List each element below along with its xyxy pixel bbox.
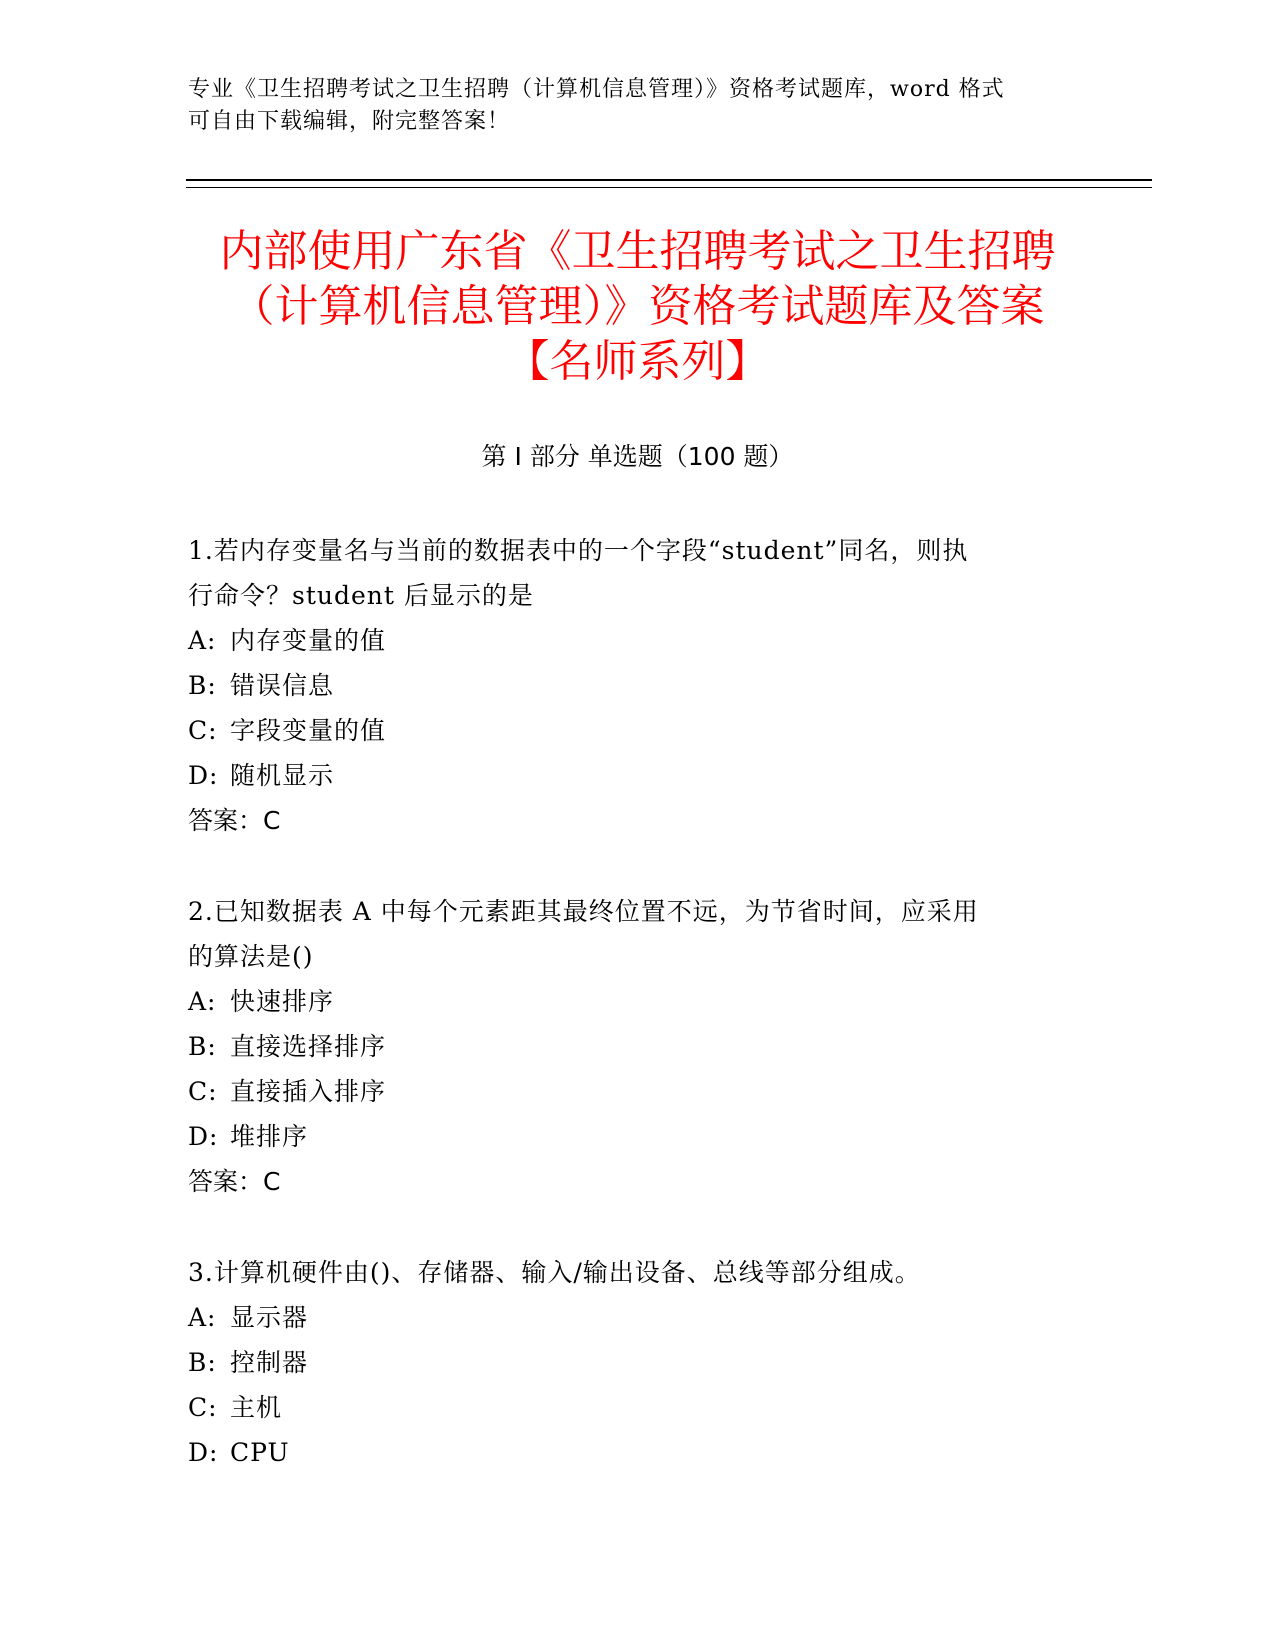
document-intro bbox=[188, 74, 1068, 138]
answer-text: 答案：C bbox=[188, 1167, 281, 1196]
option-key: B: bbox=[188, 1348, 217, 1377]
option-text: 显示器 bbox=[230, 1303, 309, 1332]
option-text: 主机 bbox=[230, 1393, 283, 1422]
question-3 bbox=[188, 1250, 1088, 1475]
option-key: A: bbox=[188, 626, 217, 655]
header-rule-thick bbox=[186, 179, 1152, 181]
title-line-1: 内部使用广东省《卫生招聘考试之卫生招聘 bbox=[219, 226, 1056, 277]
option-key: C: bbox=[188, 1077, 218, 1106]
option-key: C: bbox=[188, 1393, 218, 1422]
option-d bbox=[188, 753, 1088, 798]
option-b bbox=[188, 1340, 1088, 1385]
option-text: 快速排序 bbox=[230, 987, 335, 1016]
option-key: A: bbox=[188, 1303, 217, 1332]
option-text: 控制器 bbox=[230, 1348, 309, 1377]
question-text-line: 行命令？student 后显示的是 bbox=[188, 581, 534, 610]
title-line-3: 【名师系列】 bbox=[505, 336, 770, 387]
question-text-line: 1.若内存变量名与当前的数据表中的一个字段“student”同名，则执 bbox=[188, 536, 969, 565]
option-text: 堆排序 bbox=[230, 1122, 309, 1151]
option-text: 内存变量的值 bbox=[230, 626, 387, 655]
option-a bbox=[188, 618, 1088, 663]
question-list bbox=[188, 528, 1088, 1521]
option-b bbox=[188, 1024, 1088, 1069]
option-key: D: bbox=[188, 1122, 219, 1151]
option-c bbox=[188, 708, 1088, 753]
answer-text: 答案：C bbox=[188, 806, 281, 835]
option-text: 字段变量的值 bbox=[230, 716, 387, 745]
question-text-line: 3.计算机硬件由()、存储器、输入/输出设备、总线等部分组成。 bbox=[188, 1258, 921, 1287]
option-d bbox=[188, 1430, 1088, 1475]
intro-line-2: 可自由下载编辑，附完整答案！ bbox=[188, 109, 511, 134]
option-b bbox=[188, 663, 1088, 708]
option-key: A: bbox=[188, 987, 217, 1016]
option-key: B: bbox=[188, 1032, 217, 1061]
question-text-line: 的算法是() bbox=[188, 942, 314, 971]
header-rule-thin bbox=[186, 187, 1152, 188]
option-key: D: bbox=[188, 1438, 219, 1467]
option-key: D: bbox=[188, 761, 219, 790]
document-title bbox=[150, 224, 1125, 389]
option-a bbox=[188, 979, 1088, 1024]
option-a bbox=[188, 1295, 1088, 1340]
option-c bbox=[188, 1069, 1088, 1114]
title-line-2: （计算机信息管理）》资格考试题库及答案 bbox=[230, 281, 1045, 332]
option-text: 直接选择排序 bbox=[230, 1032, 387, 1061]
option-key: B: bbox=[188, 671, 217, 700]
option-key: C: bbox=[188, 716, 218, 745]
option-text: 直接插入排序 bbox=[230, 1077, 387, 1106]
question-text-line: 2.已知数据表 A 中每个元素距其最终位置不远，为节省时间，应采用 bbox=[188, 897, 979, 926]
question-1 bbox=[188, 528, 1088, 843]
section-heading: 第 I 部分 单选题（100 题） bbox=[481, 442, 794, 471]
option-c bbox=[188, 1385, 1088, 1430]
option-text: 随机显示 bbox=[230, 761, 335, 790]
option-d bbox=[188, 1114, 1088, 1159]
option-text: 错误信息 bbox=[230, 671, 335, 700]
question-2 bbox=[188, 889, 1088, 1204]
intro-line-1: 专业《卫生招聘考试之卫生招聘（计算机信息管理）》资格考试题库，word 格式 bbox=[188, 77, 1005, 102]
option-text: CPU bbox=[230, 1438, 290, 1467]
